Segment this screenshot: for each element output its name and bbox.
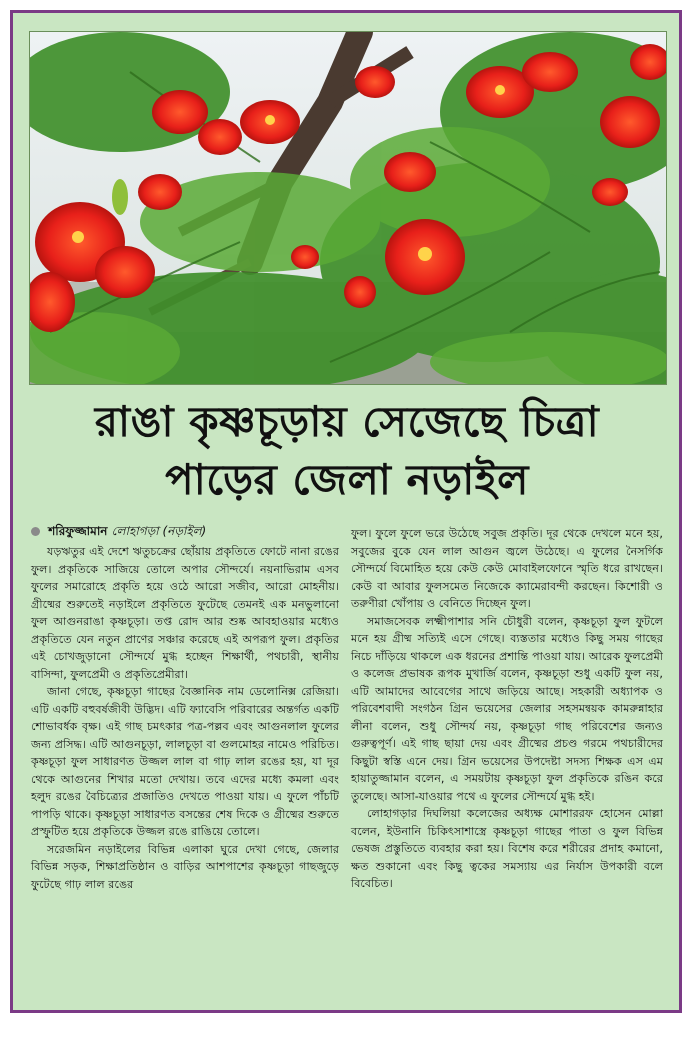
left-paragraph-3: সরেজমিন নড়াইলের বিভিন্ন এলাকা ঘুরে দেখা গেছে, জেলার বিভিন্ন সড়ক, শিক্ষাপ্রতিষ্ঠান ও বাড়ির আশপাশের কৃষ্ণচূড়া গাছজুড়ে ফুটেছে গাঢ় লাল রঙের: [31, 842, 339, 891]
article-column-left: [31, 543, 339, 893]
right-paragraph-3: লোহাগড়ার দিঘলিয়া কলেজের অধ্যক্ষ মোশাররফ হোসেন মোল্লা বলেন, ইউনানি চিকিৎসাশাস্ত্রে কৃষ্ণচূড়া গাছের পাতা ও ফুল বিভিন্ন ভেষজ প্রস্তুতিতে ব্যবহার করা হয়। বিশেষ করে শরীরের প্রদাহ কমানো, ক্ষত শুকানো এবং কিছু ত্বকের সমস্যায় এর নির্যাস উপকারী বলে বিবেচিত।: [351, 807, 663, 890]
right-paragraph-1: ফুল। ফুলে ফুলে ভরে উঠেছে সবুজ প্রকৃতি। দূর থেকে দেখলে মনে হয়, সবুজের বুকে যেন লাল আগুন জ্বলে উঠেছে। এ ফুলের নৈসর্গিক সৌন্দর্যে বিমোহিত হয়ে কেউ কেউ মোবাইলফোনে স্মৃতি ধরে রাখছেন। কেউ বা আবার ফুলসমেত নিজেকে ক্যামেরাবন্দী করছেন। কিশোরী ও তরুণীরা খোঁপায় ও বেনিতে দিচ্ছেন ফুল।: [351, 527, 663, 610]
left-paragraph-1: যড়ঋতুর এই দেশে ঋতুচক্রের ছোঁয়ায় প্রকৃতিতে ফোটে নানা রঙের ফুল। প্রকৃতিকে সাজিয়ে তোলে অপার সৌন্দর্যে। নয়নাভিরাম এসব ফুলের সমারোহে প্রকৃতি হয়ে ওঠে আরো সজীব, আরো মোহনীয়। গ্রীষ্মের শুরুতেই নড়াইলে প্রকৃতিতে ফুটেছে তেমনই এক মনভুলানো ফুল আগুনরাঙা কৃষ্ণচূড়া। তপ্ত রোদ আর শুষ্ক আবহাওয়ার মধ্যেও প্রকৃতিতে যেন নতুন প্রাণের সঞ্চার করেছে এই অপরূপ ফুল। প্রকৃতির এই চোখজুড়ানো সৌন্দর্যে মুগ্ধ হচ্ছেন শিক্ষার্থী, পথচারী, স্থানীয় বাসিন্দা, ফুলপ্রেমী ও প্রকৃতিপ্রেমীরা।: [31, 545, 339, 681]
byline-location: লোহাগড়া (নড়াইল): [111, 524, 207, 538]
right-paragraph-2: সমাজসেবক লক্ষ্মীপাশার সনি চৌধুরী বলেন, কৃষ্ণচূড়া ফুল ফুটলে মনে হয় গ্রীষ্ম সত্যিই এসে গেছে। ব্যস্ততার মধ্যেও কিছু সময় গাছের নিচে দাঁড়িয়ে থাকলে এক ধরনের প্রশান্তি পাওয়া যায়। আরেক ফুলপ্রেমী ও কলেজ প্রভাষক রূপক মুখার্জি বলেন, কৃষ্ণচূড়া শুধু একটি ফুল নয়, এটি আমাদের আবেগের সাথে জড়িয়ে আছে। সহকারী অধ্যাপক ও পরিবেশবাদী সংগঠন গ্রিন ভয়েসের জেলার সহসমন্বয়ক কামরুন্নাহার লীনা বলেন, শুধু সৌন্দর্য নয়, কৃষ্ণচূড়া গাছ পরিবেশের জন্যও গুরুত্বপূর্ণ। এই গাছ ছায়া দেয় এবং গ্রীষ্মের প্রচণ্ড গরমে পথচারীদের কিছুটা স্বস্তি এনে দেয়। গ্রিন ভয়েসের উপদেষ্টা সদস্য শিক্ষক এস এম হায়াতুজ্জামান বলেন, এ সময়টায় কৃষ্ণচূড়া ফুল প্রকৃতিকে রঙিন করে তুলেছে। আসা-যাওয়ার পথে এ ফুলের সৌন্দর্যে মুগ্ধ হই।: [351, 614, 663, 803]
byline: [31, 523, 206, 543]
headline-line-2: পাড়ের জেলা নড়াইল: [165, 455, 529, 504]
article-frame: [10, 10, 682, 1013]
byline-author: শরিফুজ্জামান: [48, 524, 108, 538]
article-column-right: [351, 525, 663, 893]
headline: [29, 393, 665, 509]
bullet-icon: [31, 527, 40, 536]
flame-tree-illustration: [30, 32, 666, 384]
article-photo: [29, 31, 667, 385]
left-paragraph-2: জানা গেছে, কৃষ্ণচূড়া গাছের বৈজ্ঞানিক নাম ডেলোনিক্স রেজিয়া। এটি একটি বহুবর্ষজীবী উদ্ভিদ। এটি ফ্যাবেসি পরিবারের অন্তর্গত একটি শোভাবর্ধক বৃক্ষ। এই গাছ চমৎকার পত্র-পল্লব এবং আগুনলাল ফুলের জন্য প্রসিদ্ধ। এটি আগুনচূড়া, লালচূড়া বা গুলমোহর নামেও পরিচিত। কৃষ্ণচূড়া ফুল সাধারণত উজ্জল লাল বা গাঢ় লাল রঙের হয়, যা দূর থেকে আগুনের শিখার মতো দেখায়। তবে এদের মধ্যে কমলা এবং হলুদ রঙের বৈচিত্র্যের প্রজাতিও দেখতে পাওয়া যায়। এ ফুলে পাঁচটি পাপড়ি থাকে। কৃষ্ণচূড়া সাধারণত বসন্তের শেষ দিকে ও গ্রীষ্মের শুরুতে প্রস্ফুটিত হয়ে প্রকৃতিকে উজ্জল রঙে রাঙিয়ে তোলে।: [31, 685, 339, 838]
headline-line-1: রাঙা কৃষ্ণচূড়ায় সেজেছে চিত্রা: [94, 397, 600, 446]
